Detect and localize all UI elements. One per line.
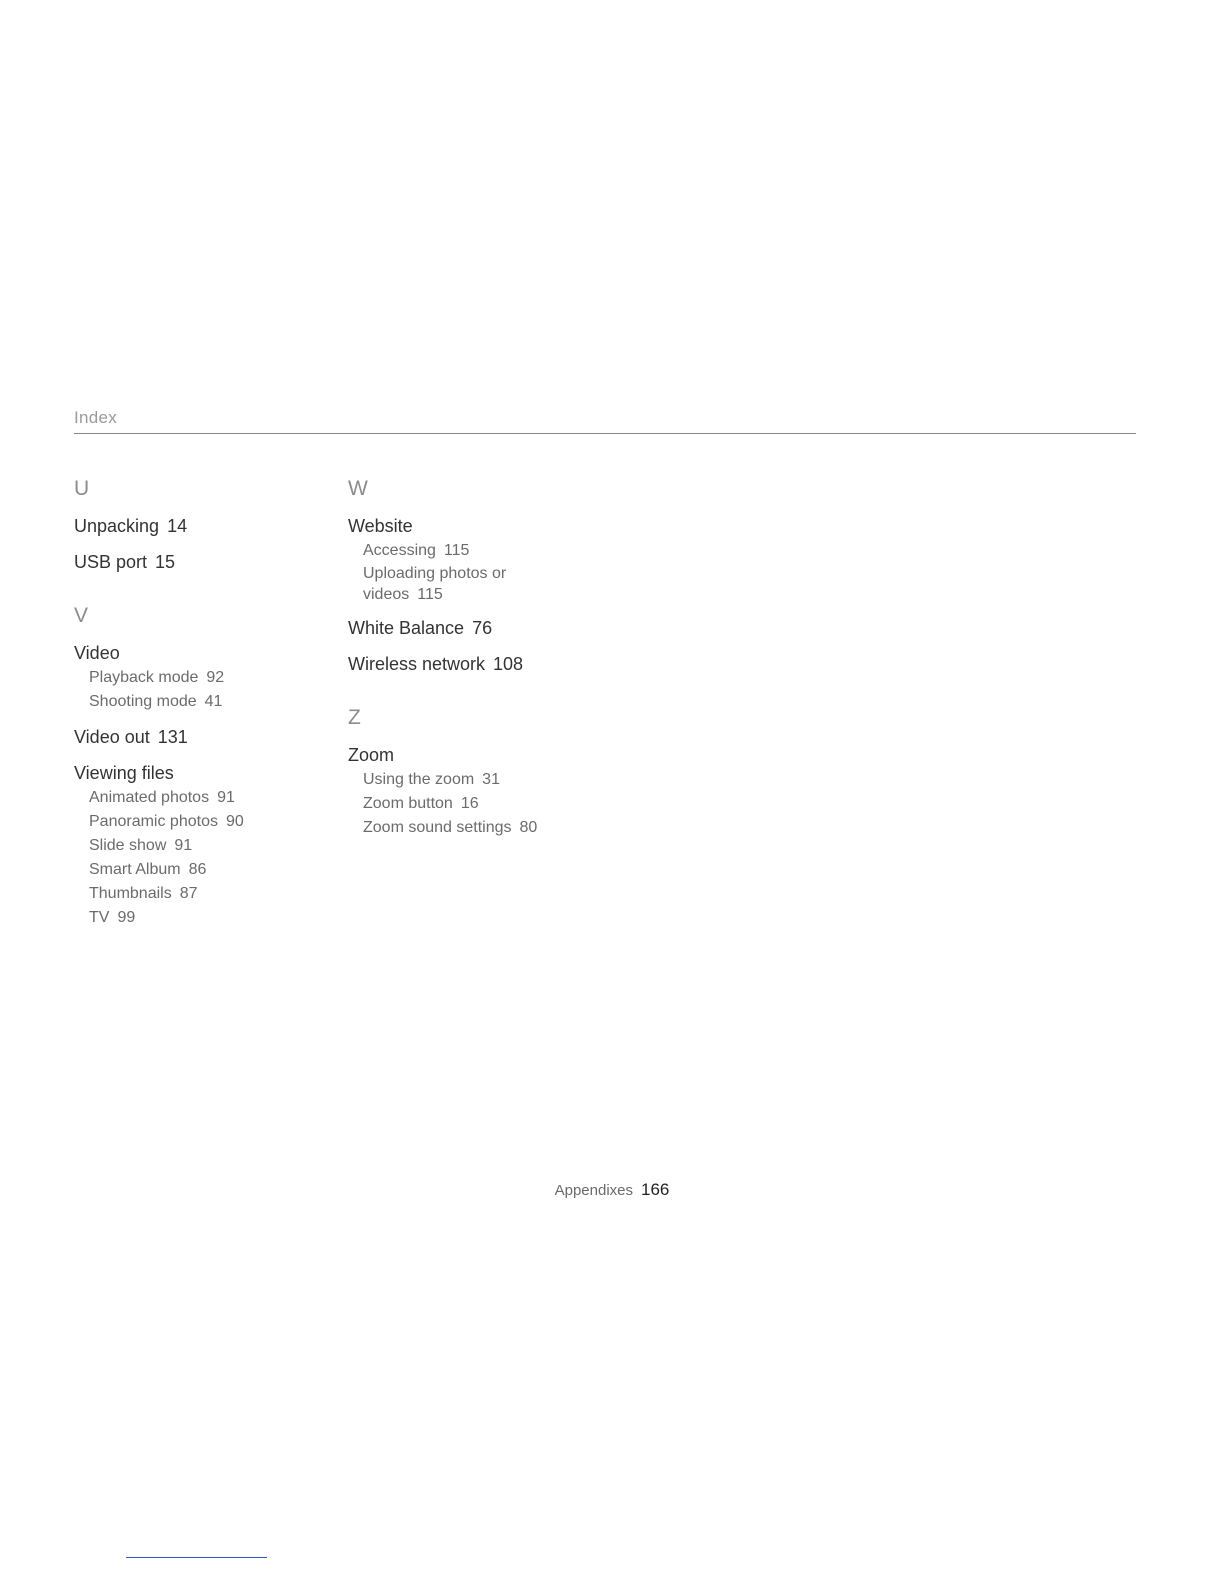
bottom-link-underline[interactable] [126,1557,267,1558]
index-column-right [348,474,648,866]
index-subentry [74,690,334,714]
index-term: Website [348,516,413,536]
index-entry [74,514,334,539]
index-entry [348,652,648,677]
index-section-v [74,601,334,930]
subentry-term: Using the zoom [363,771,475,788]
page-reference[interactable]: 87 [179,885,198,902]
index-entry [74,725,334,750]
page-reference[interactable]: 41 [204,693,223,710]
index-entry [74,641,334,714]
index-term: USB port [74,552,148,572]
index-subentry [74,834,334,858]
page-reference[interactable]: 76 [472,618,493,638]
section-letter: Z [348,706,361,729]
index-term: Viewing files [74,763,174,783]
index-entry [348,616,648,641]
page-reference[interactable]: 131 [157,727,188,747]
subentry-term: Zoom sound settings [363,819,512,836]
page-reference[interactable]: 86 [188,861,207,878]
index-subentry [74,810,334,834]
index-section-w [348,474,648,677]
subentry-term: Uploading photos or videos [363,565,507,603]
page-footer [0,1180,1224,1200]
page-reference[interactable]: 15 [155,552,176,572]
subentry-term: Animated photos [89,789,210,806]
header-divider [74,433,1136,434]
index-subentry [74,906,334,930]
section-letter: U [74,477,90,500]
index-column-left [74,474,334,956]
page-reference[interactable]: 99 [117,909,136,926]
page-header-title: Index [74,408,118,427]
index-term: Wireless network [348,654,486,674]
footer-section-label: Appendixes [554,1182,634,1199]
page-reference[interactable]: 80 [519,819,538,836]
page-reference[interactable]: 115 [417,586,443,603]
index-entry [348,743,648,840]
index-term: White Balance [348,618,465,638]
page-reference[interactable]: 115 [443,542,470,559]
subentry-term: Shooting mode [89,693,197,710]
index-entry [74,550,334,575]
index-subentry [74,786,334,810]
index-entry [74,761,334,930]
page-reference[interactable]: 91 [217,789,235,806]
index-term: Zoom [348,745,395,765]
index-subentry [348,816,648,840]
page-reference[interactable]: 91 [174,837,193,854]
subentry-term: TV [89,909,110,926]
index-term: Video out [74,727,150,747]
subentry-term: Zoom button [363,795,453,812]
subentry-term: Playback mode [89,669,199,686]
index-section-z [348,703,648,840]
index-section-u [74,474,334,575]
subentry-term: Thumbnails [89,885,172,902]
index-entry [348,514,648,605]
page-reference[interactable]: 92 [206,669,225,686]
page-reference[interactable]: 90 [225,813,244,830]
index-term: Video [74,643,120,663]
page-reference[interactable]: 16 [460,795,479,812]
index-subentry [74,666,334,690]
footer-page-number: 166 [641,1180,670,1199]
page-reference[interactable]: 31 [482,771,500,788]
index-subentry [348,768,648,792]
page-reference[interactable]: 108 [493,654,524,674]
section-letter: W [348,477,368,500]
subentry-term: Slide show [89,837,167,854]
index-subentry [74,858,334,882]
index-subentry [348,539,648,563]
index-term: Unpacking [74,516,160,536]
index-subentry [74,882,334,906]
index-subentry [348,563,523,605]
subentry-term: Panoramic photos [89,813,218,830]
subentry-term: Smart Album [89,861,181,878]
section-letter: V [74,604,89,627]
index-subentry [348,792,648,816]
subentry-term: Accessing [363,542,436,559]
page-reference[interactable]: 14 [167,516,188,536]
